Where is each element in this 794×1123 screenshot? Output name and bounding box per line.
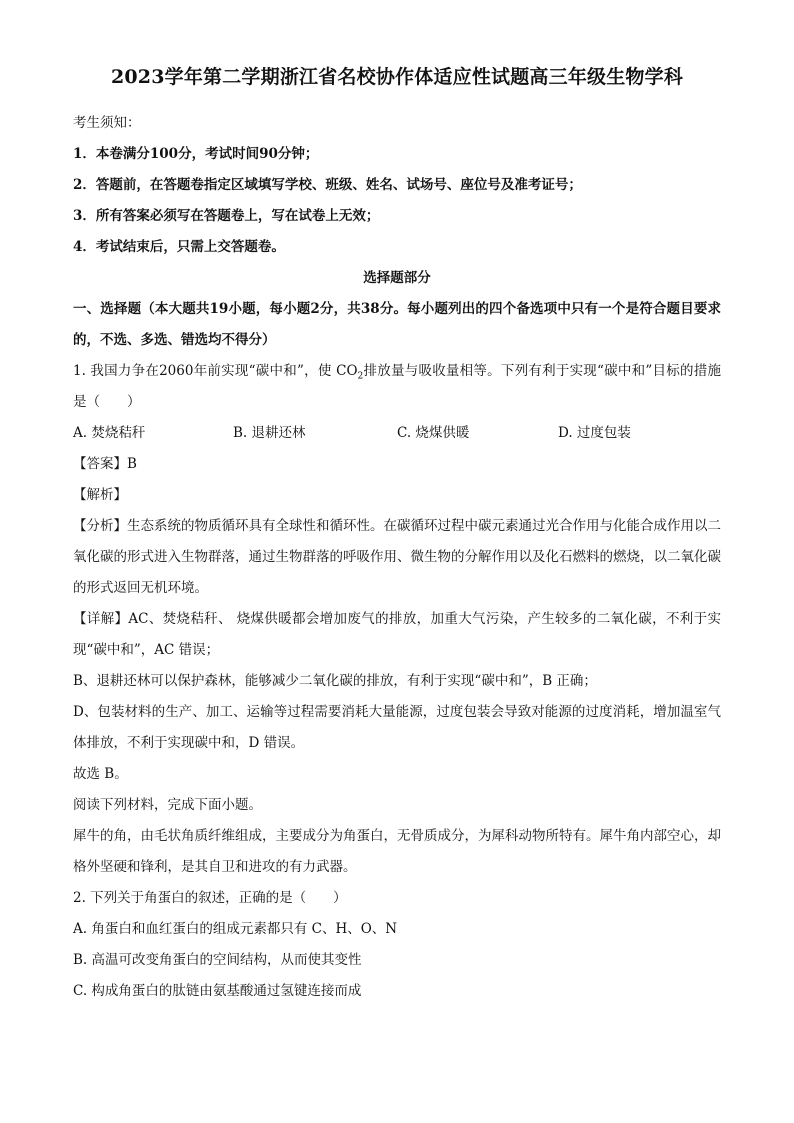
co2-subscript: 2 <box>357 371 364 382</box>
question-2-stem: 2. 下列关于角蛋白的叙述，正确的是（ ） <box>73 890 347 906</box>
question-1-stem-part1: 1. 我国力争在2060年前实现“碳中和”，使 CO <box>73 363 358 379</box>
notice-item-1: 1．本卷满分100分，考试时间90分钟； <box>73 146 319 162</box>
exam-page <box>73 64 721 1007</box>
answer-tag: 【答案】 <box>73 456 127 472</box>
fenxi-text: 生态系统的物质循环具有全球性和循环性。在碳循环过程中碳元素通过光合作用与化能合成作用以二氧化碳的形式进入生物群落，通过生物群落的呼吸作用、微生物的分解作用以及化石燃料的燃烧，以二氧化碳的形式返回无机环境。 <box>73 518 721 596</box>
question-1-stem-part2: 排放量与吸收量相等。下列有利于实现“碳中和”目标的措施是（ ） <box>73 363 721 410</box>
answer-line <box>73 449 721 480</box>
notice-item-4: 4．考试结束后，只需上交答题卷。 <box>73 239 285 255</box>
xiangjie-paragraph <box>73 604 721 666</box>
question-1-option-d: D. 过度包装 <box>558 425 631 441</box>
question-1-option-b: B. 退耕还林 <box>233 425 306 441</box>
question-1-stem <box>73 356 721 418</box>
answer-value: B <box>127 456 137 472</box>
material-text: 犀牛的角，由毛状角质纤维组成，主要成分为角蛋白，无骨质成分，为犀科动物所特有。犀牛角内部空心，却格外坚硬和锋利，是其自卫和进攻的有力武器。 <box>73 828 721 875</box>
material-intro: 阅读下列材料，完成下面小题。 <box>73 797 262 813</box>
notice-item-2: 2．答题前，在答题卷指定区域填写学校、班级、姓名、试场号、座位号及准考证号； <box>73 177 582 193</box>
exam-title: 2023学年第二学期浙江省名校协作体适应性试题高三年级生物学科 <box>110 66 684 88</box>
xiangjie-text-3: D、包装材料的生产、加工、运输等过程需要消耗大量能源，过度包装会导致对能源的过度消耗，增加温室气体排放，不利于实现碳中和，D 错误。 <box>73 704 721 751</box>
question-2-option-b: B. 高温可改变角蛋白的空间结构，从而使其变性 <box>73 952 362 968</box>
question-1-option-a: A. 焚烧秸秆 <box>73 425 146 441</box>
xiangjie-text-1: AC、焚烧秸秆、 烧煤供暖都会增加废气的排放，加重大气污染，产生较多的二氧化碳，不利于实现“碳中和”，AC 错误； <box>73 611 721 658</box>
xiangjie-text-2: B、退耕还林可以保护森林，能够减少二氧化碳的排放，有利于实现“碳中和”，B 正确； <box>73 673 597 689</box>
question-2-option-c: C. 构成角蛋白的肽链由氨基酸通过氢键连接而成 <box>73 983 362 999</box>
fenxi-tag: 【分析】 <box>73 518 127 534</box>
question-2-option-a: A. 角蛋白和血红蛋白的组成元素都只有 C、H、O、N <box>73 921 398 937</box>
question-1-option-c: C. 烧煤供暖 <box>397 425 470 441</box>
notice-heading: 考生须知： <box>73 115 141 131</box>
section-intro: 一、选择题（本大题共19小题，每小题2分，共38分。每小题列出的四个备选项中只有一个是符合题目要求的，不选、多选、错选均不得分） <box>73 301 721 348</box>
notice-item-3: 3．所有答案必须写在答题卷上，写在试卷上无效； <box>73 208 380 224</box>
xiangjie-tag: 【详解】 <box>73 611 129 627</box>
analysis-tag: 【解析】 <box>73 487 127 503</box>
conclusion: 故选 B。 <box>73 766 128 782</box>
section-title: 选择题部分 <box>363 270 431 286</box>
question-1-options <box>73 418 721 449</box>
fenxi-paragraph <box>73 511 721 604</box>
